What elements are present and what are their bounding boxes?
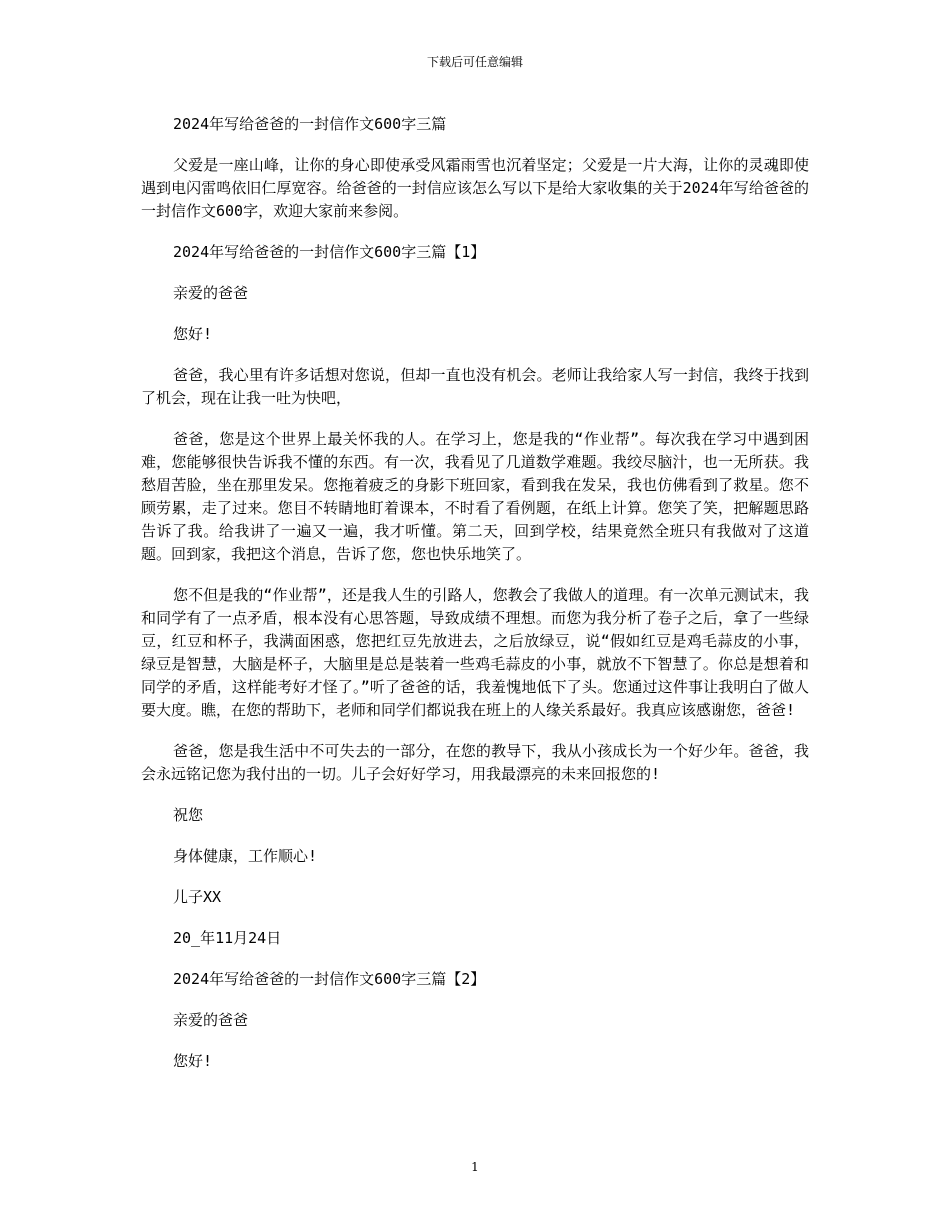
section-heading-2: 2024年写给爸爸的一封信作文600字三篇【2】 (173, 970, 486, 988)
salutation: 亲爱的爸爸 (173, 284, 249, 302)
signature: 儿子XX (173, 888, 222, 906)
section-heading-1: 2024年写给爸爸的一封信作文600字三篇【1】 (173, 243, 486, 261)
body-paragraph: 爸爸，我心里有许多话想对您说，但却一直也没有机会。老师让我给家人写一封信，我终于找到了机会，现在让我一吐为快吧， (141, 366, 809, 407)
intro-paragraph: 父爱是一座山峰，让你的身心即使承受风霜雨雪也沉着坚定；父爱是一片大海，让你的灵魂即使遇到电闪雷鸣依旧仁厚宽容。给爸爸的一封信应该怎么写以下是给大家收集的关于2024年写给爸爸的一封信作文600字，欢迎大家前来参阅。 (141, 156, 809, 220)
document-body (141, 113, 809, 1091)
letter-date: 20_年11月24日 (173, 929, 282, 947)
greeting: 您好! (173, 1052, 213, 1070)
salutation: 亲爱的爸爸 (173, 1011, 249, 1029)
closing-wish-line: 身体健康，工作顺心! (173, 847, 318, 865)
greeting: 您好! (173, 325, 213, 343)
body-paragraph: 爸爸，您是这个世界上最关怀我的人。在学习上，您是我的“作业帮”。每次我在学习中遇到困难，您能够很快告诉我不懂的东西。有一次，我看见了几道数学难题。我绞尽脑汁，也一无所获。我愁眉苦脸，坐在那里发呆。您拖着疲乏的身影下班回家，看到我在发呆，我也仿佛看到了救星。您不顾劳累，走了过来。您目不转睛地盯着课本，不时看了看例题，在纸上计算。您笑了笑，把解题思路告诉了我。给我讲了一遍又一遍，我才听懂。第二天，回到学校，结果竟然全班只有我做对了这道题。回到家，我把这个消息，告诉了您，您也快乐地笑了。 (141, 430, 809, 563)
body-paragraph: 爸爸，您是我生活中不可失去的一部分，在您的教导下，我从小孩成长为一个好少年。爸爸，我会永远铭记您为我付出的一切。儿子会好好学习，用我最漂亮的未来回报您的! (141, 742, 809, 783)
body-paragraph: 您不但是我的“作业帮”，还是我人生的引路人，您教会了我做人的道理。有一次单元测试末，我和同学有了一点矛盾，根本没有心思答题，导致成绩不理想。而您为我分析了卷子之后，拿了一些绿豆，红豆和杯子，我满面困惑，您把红豆先放进去，之后放绿豆，说“假如红豆是鸡毛蒜皮的小事，绿豆是智慧，大脑是杯子，大脑里是总是装着一些鸡毛蒜皮的小事，就放不下智慧了。你总是想着和同学的矛盾，这样能考好才怪了。”听了爸爸的话，我羞愧地低下了头。您通过这件事让我明白了做人要大度。瞧，在您的帮助下，老师和同学们都说我在班上的人缘关系最好。我真应该感谢您，爸爸! (141, 586, 809, 719)
page-number: 1 (471, 1160, 479, 1174)
document-title: 2024年写给爸爸的一封信作文600字三篇 (173, 115, 447, 133)
page-header: 下载后可任意编辑 (426, 55, 523, 69)
closing-wish: 祝您 (173, 806, 204, 824)
